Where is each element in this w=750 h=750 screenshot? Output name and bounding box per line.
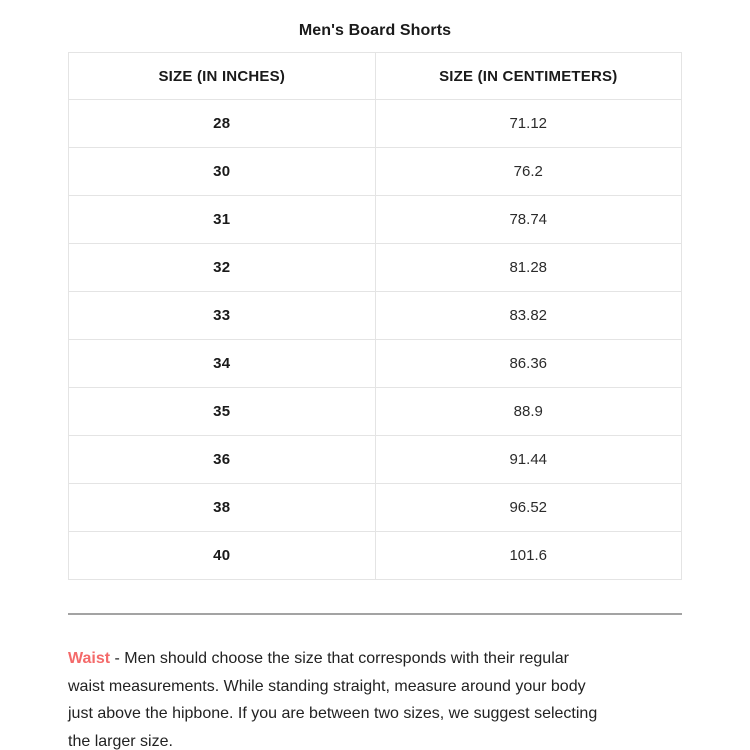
waist-label: Waist [68, 650, 111, 667]
table-row [69, 292, 682, 340]
cell-size-inches: 38 [69, 484, 376, 532]
column-header-inches: SIZE (IN INCHES) [69, 53, 376, 100]
table-row [69, 388, 682, 436]
note-line-4: the larger size. [68, 732, 173, 750]
cell-size-centimeters: 81.28 [375, 244, 682, 292]
table-row [69, 244, 682, 292]
cell-size-centimeters: 91.44 [375, 436, 682, 484]
section-divider [68, 613, 682, 615]
size-chart-title: Men's Board Shorts [298, 22, 452, 39]
cell-size-centimeters: 78.74 [375, 196, 682, 244]
waist-note [68, 645, 682, 750]
note-line-3: just above the hipbone. If you are between two sizes, we suggest selecting [68, 705, 598, 722]
table-row [69, 532, 682, 580]
table-row [69, 196, 682, 244]
table-row [69, 436, 682, 484]
table-row [69, 484, 682, 532]
note-line-2: waist measurements. While standing straight, measure around your body [68, 677, 586, 695]
cell-size-inches: 40 [69, 532, 376, 580]
note-line-1 [68, 645, 682, 673]
cell-size-centimeters: 86.36 [375, 340, 682, 388]
table-row [69, 100, 682, 148]
cell-size-inches: 28 [69, 100, 376, 148]
cell-size-centimeters: 96.52 [375, 484, 682, 532]
size-chart-table [68, 52, 682, 580]
cell-size-inches: 33 [69, 292, 376, 340]
cell-size-inches: 32 [69, 244, 376, 292]
cell-size-centimeters: 76.2 [375, 148, 682, 196]
column-header-centimeters: SIZE (IN CENTIMETERS) [375, 53, 682, 100]
table-header-row [69, 53, 682, 100]
cell-size-centimeters: 88.9 [375, 388, 682, 436]
cell-size-inches: 35 [69, 388, 376, 436]
cell-size-centimeters: 83.82 [375, 292, 682, 340]
table-row [69, 148, 682, 196]
cell-size-centimeters: 101.6 [375, 532, 682, 580]
table-row [69, 340, 682, 388]
cell-size-centimeters: 71.12 [375, 100, 682, 148]
cell-size-inches: 36 [69, 436, 376, 484]
cell-size-inches: 34 [69, 340, 376, 388]
cell-size-inches: 31 [69, 196, 376, 244]
note-text-1: - Men should choose the size that corresponds with their regular [110, 650, 569, 667]
cell-size-inches: 30 [69, 148, 376, 196]
